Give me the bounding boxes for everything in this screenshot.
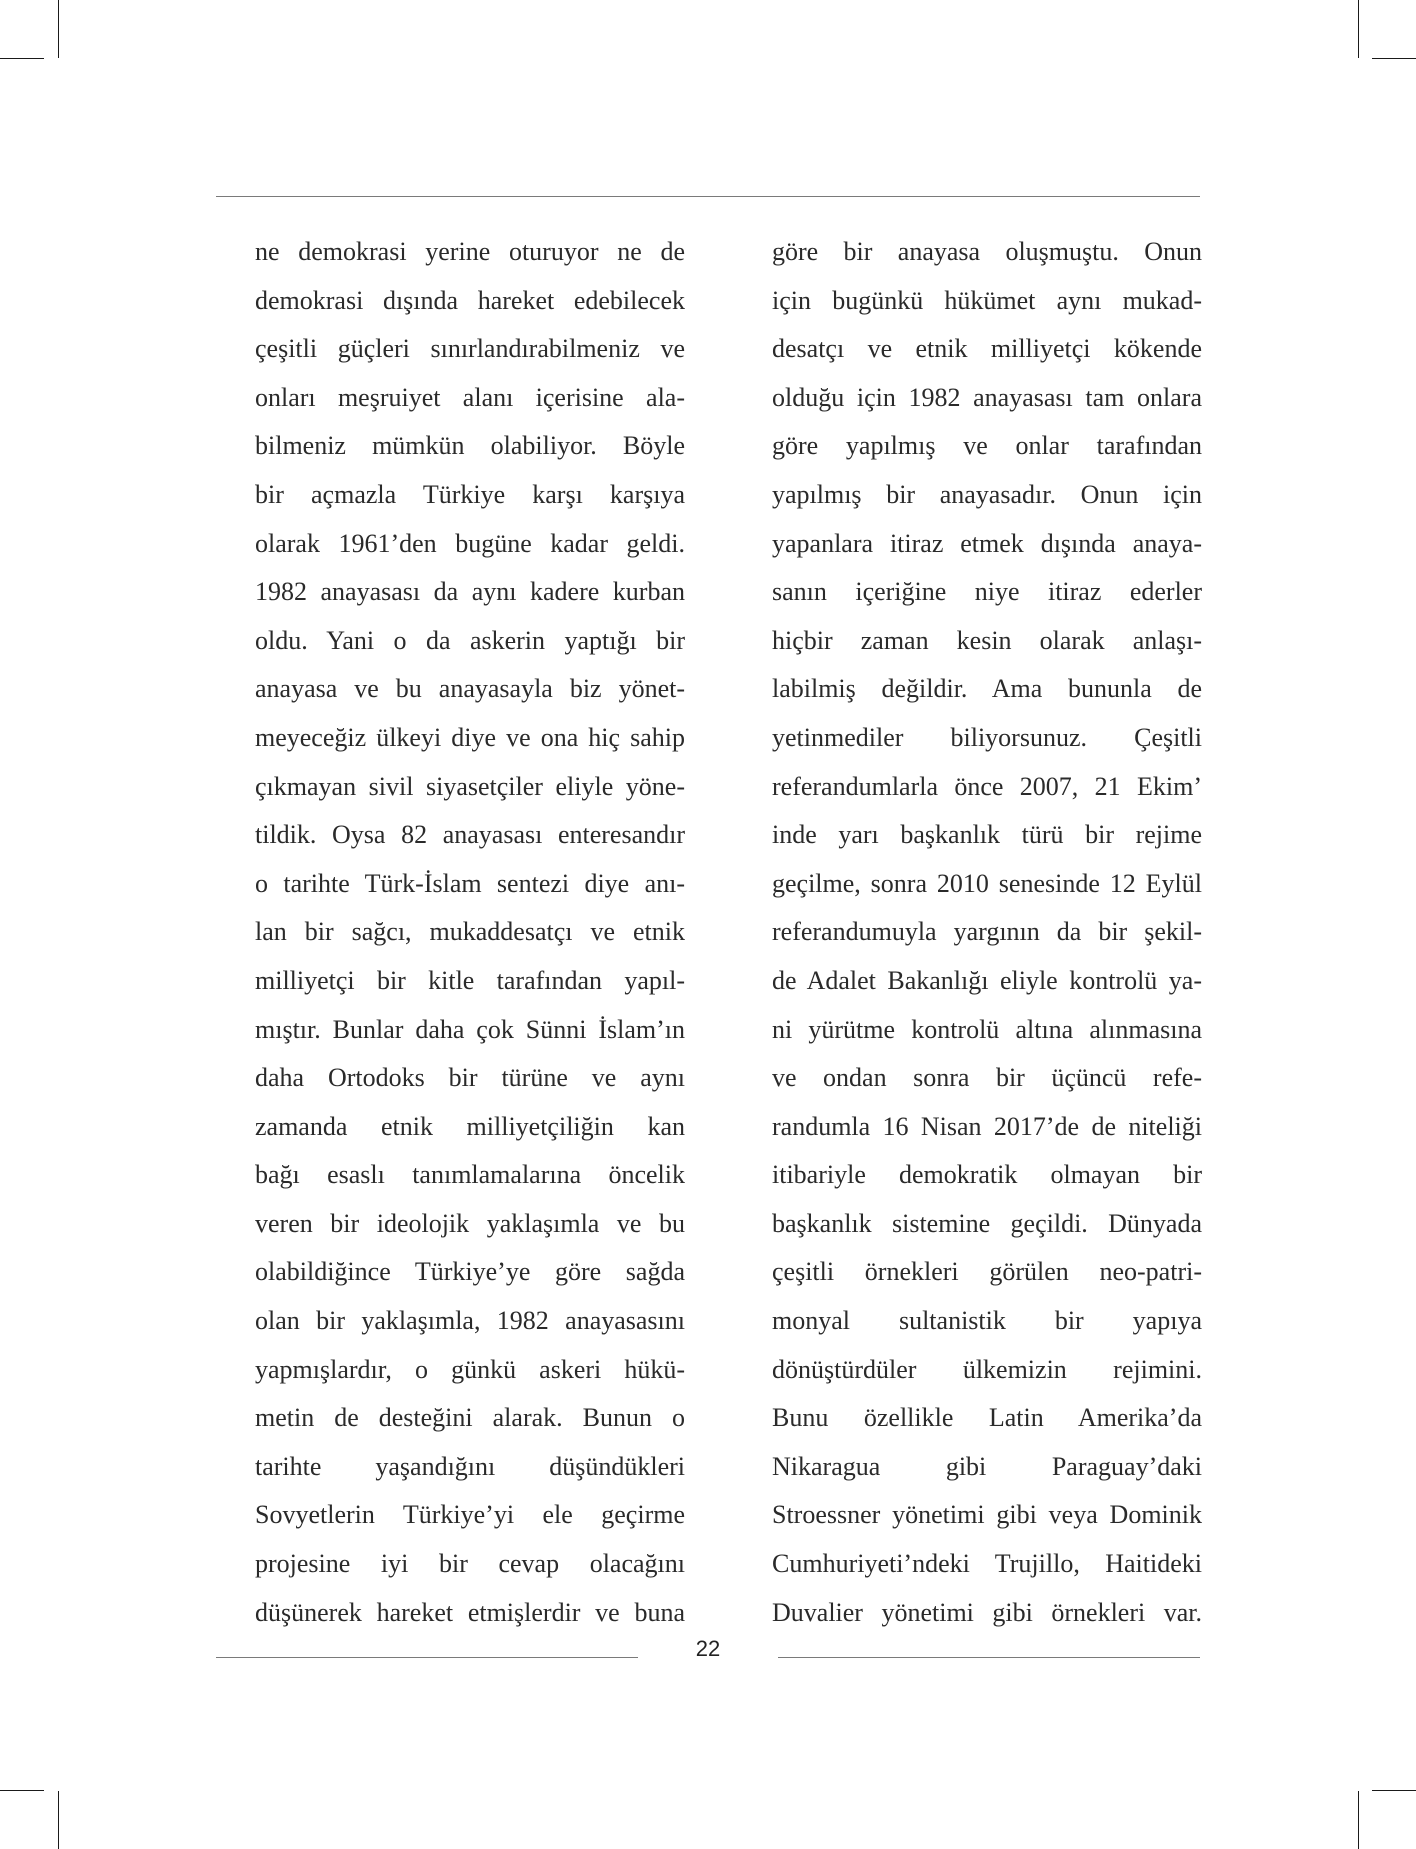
text-line: referandumuyla yargının da bir şekil- [772, 917, 1202, 947]
text-line: düşünerek hareket etmişlerdir ve buna [255, 1597, 685, 1627]
text-line: yapanlara itiraz etmek dışında anaya- [772, 528, 1202, 558]
text-line: ne demokrasi yerine oturuyor ne de [255, 237, 685, 266]
text-line: yapılmış bir anayasadır. Onun için [772, 479, 1202, 509]
text-line: tildik. Oysa 82 anayasası enteresandır [255, 820, 685, 850]
text-line: başkanlık sistemine geçildi. Dünyada [772, 1208, 1202, 1238]
right-text-column [772, 228, 1202, 1637]
text-line: yapmışlardır, o günkü askeri hükü- [255, 1354, 685, 1384]
text-line: ve ondan sonra bir üçüncü refe- [772, 1063, 1202, 1093]
text-line: Nikaragua gibi Paraguay’daki [772, 1451, 1202, 1481]
footer-rule-left [216, 1657, 638, 1658]
header-rule [216, 196, 1200, 197]
crop-mark-top-right-horizontal [1372, 58, 1416, 59]
crop-mark-bottom-left-horizontal [0, 1790, 44, 1791]
text-line: zamanda etnik milliyetçiliğin kan [255, 1111, 685, 1141]
crop-mark-bottom-right-vertical [1358, 1791, 1359, 1849]
text-line: çeşitli güçleri sınırlandırabilmeniz ve [255, 334, 685, 364]
text-line: de Adalet Bakanlığı eliyle kontrolü ya- [772, 965, 1202, 995]
text-line: yetinmediler biliyorsunuz. Çeşitli [772, 722, 1202, 752]
text-line: anayasa ve bu anayasayla biz yönet- [255, 674, 685, 704]
text-line: sanın içeriğine niye itiraz ederler [772, 577, 1202, 607]
text-line: mıştır. Bunlar daha çok Sünni İslam’ın [255, 1014, 685, 1044]
text-line: olabildiğince Türkiye’ye göre sağda [255, 1257, 685, 1287]
crop-mark-top-right-vertical [1358, 0, 1359, 58]
text-line: daha Ortodoks bir türüne ve aynı [255, 1063, 685, 1093]
text-line: o tarihte Türk-İslam sentezi diye anı- [255, 868, 685, 898]
text-line: oldu. Yani o da askerin yaptığı bir [255, 625, 685, 655]
text-line: itibariyle demokratik olmayan bir [772, 1160, 1202, 1190]
text-line: ni yürütme kontrolü altına alınmasına [772, 1014, 1202, 1044]
text-line: Duvalier yönetimi gibi örnekleri var. [772, 1597, 1202, 1627]
text-line: Cumhuriyeti’ndeki Trujillo, Haitideki [772, 1549, 1202, 1579]
text-line: meyeceğiz ülkeyi diye ve ona hiç sahip [255, 722, 685, 752]
text-line: geçilme, sonra 2010 senesinde 12 Eylül [772, 868, 1202, 898]
left-text-column [255, 228, 685, 1637]
text-line: bağı esaslı tanımlamalarına öncelik [255, 1160, 685, 1190]
text-line: Bunu özellikle Latin Amerika’da [772, 1403, 1202, 1433]
text-line: Sovyetlerin Türkiye’yi ele geçirme [255, 1500, 685, 1530]
text-line: desatçı ve etnik milliyetçi kökende [772, 334, 1202, 364]
text-line: olarak 1961’den bugüne kadar geldi. [255, 528, 685, 558]
text-line: bir açmazla Türkiye karşı karşıya [255, 479, 685, 509]
crop-mark-top-left-horizontal [0, 58, 44, 59]
text-line: randumla 16 Nisan 2017’de de niteliği [772, 1111, 1202, 1141]
crop-mark-top-left-vertical [58, 0, 59, 58]
text-line: metin de desteğini alarak. Bunun o [255, 1403, 685, 1433]
text-line: göre bir anayasa oluşmuştu. Onun [772, 237, 1202, 266]
text-line: projesine iyi bir cevap olacağını [255, 1549, 685, 1579]
page-number: 22 [695, 1636, 721, 1661]
text-line: inde yarı başkanlık türü bir rejime [772, 820, 1202, 850]
text-line: milliyetçi bir kitle tarafından yapıl- [255, 965, 685, 995]
text-line: demokrasi dışında hareket edebilecek [255, 285, 685, 315]
text-line: olduğu için 1982 anayasası tam onlara [772, 382, 1202, 412]
text-line: Stroessner yönetimi gibi veya Dominik [772, 1500, 1202, 1530]
text-line: veren bir ideolojik yaklaşımla ve bu [255, 1208, 685, 1238]
text-line: onları meşruiyet alanı içerisine ala- [255, 382, 685, 412]
footer-rule-right [778, 1657, 1200, 1658]
text-line: göre yapılmış ve onlar tarafından [772, 431, 1202, 461]
text-line: hiçbir zaman kesin olarak anlaşı- [772, 625, 1202, 655]
text-line: bilmeniz mümkün olabiliyor. Böyle [255, 431, 685, 461]
text-line: monyal sultanistik bir yapıya [772, 1306, 1202, 1336]
text-line: olan bir yaklaşımla, 1982 anayasasını [255, 1306, 685, 1336]
text-line: çıkmayan sivil siyasetçiler eliyle yöne- [255, 771, 685, 801]
text-line: için bugünkü hükümet aynı mukad- [772, 285, 1202, 315]
crop-mark-bottom-right-horizontal [1372, 1790, 1416, 1791]
crop-mark-bottom-left-vertical [58, 1791, 59, 1849]
text-line: 1982 anayasası da aynı kadere kurban [255, 577, 685, 607]
text-line: lan bir sağcı, mukaddesatçı ve etnik [255, 917, 685, 947]
text-line: dönüştürdüler ülkemizin rejimini. [772, 1354, 1202, 1384]
text-line: referandumlarla önce 2007, 21 Ekim’ [772, 771, 1202, 801]
text-line: tarihte yaşandığını düşündükleri [255, 1451, 685, 1481]
text-line: çeşitli örnekleri görülen neo-patri- [772, 1257, 1202, 1287]
text-line: labilmiş değildir. Ama bununla de [772, 674, 1202, 704]
